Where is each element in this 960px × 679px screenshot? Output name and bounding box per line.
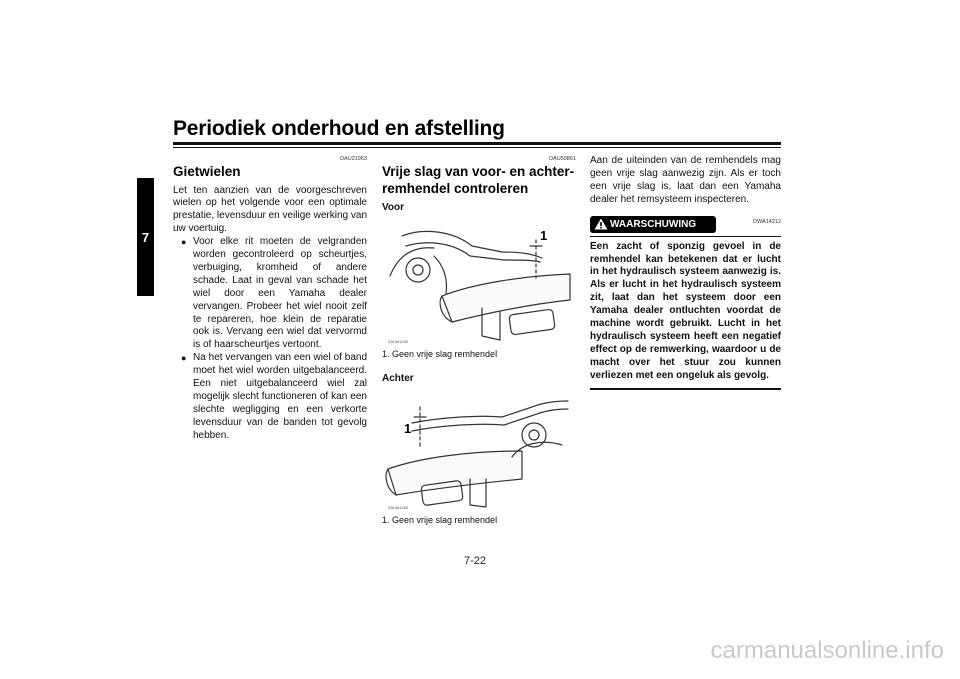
rear-callout: 1 [404, 421, 412, 436]
rear-lever-illustration [382, 387, 576, 512]
bullet-icon: ● [181, 353, 187, 364]
column-warning [590, 155, 781, 390]
list-item-text: Na het vervangen van een wiel of band moet het wiel worden uitgebalanceerd. Een niet uitgebalanceerd wiel zal mogelijk slecht functioneren of kan een slechte wegligging en een verkorte levensduur van de banden tot gevolg hebben. [193, 352, 367, 441]
section-code: DAU50861 [549, 156, 576, 162]
front-callout: 1 [540, 228, 548, 243]
warning-rule-top [590, 236, 781, 237]
figure-code: ZAUM1430 [388, 339, 409, 344]
warning-header [590, 215, 781, 235]
warning-icon [592, 218, 610, 230]
section-intro: Let ten aanzien van de voorgeschreven wielen op het volgende voor een optimale prestatie, levensduur en veilige werking van uw voertuig. [173, 184, 367, 235]
figure-caption: 1. Geen vrije slag remhendel [382, 349, 498, 359]
section-title: Vrije slag van voor- en achter-remhendel controleren [382, 164, 575, 196]
warning-badge [590, 216, 716, 233]
figure-code: ZAUM1450 [388, 505, 409, 510]
front-lever-drawing [382, 216, 576, 346]
warning-text: Een zacht of sponzig gevoel in de remhendel kan betekenen dat er lucht in het hydraulisch systeem aanwezig is. Als er lucht in het hydraulisch systeem zit, laat dan het systeem door een Yamaha dealer ontluchten voordat de machine wordt gebruikt. Lucht in het hydraulisch systeem heeft een negatief effect op de remwerking, waardoor u de macht over het stuur zou kunnen verliezen met een ongeluk als gevolg. [590, 240, 781, 381]
page-number: 7-22 [464, 555, 487, 567]
warning-code: DWA14212 [753, 218, 781, 225]
header-rule-thin [173, 147, 781, 148]
list-item [173, 236, 367, 352]
column-wheels [173, 155, 367, 443]
warning-rule-bottom [590, 388, 781, 390]
section-code: DAU21963 [340, 156, 367, 162]
chapter-tab [137, 178, 154, 296]
chapter-number: 7 [141, 229, 150, 245]
list-item-text: Voor elke rit moeten de velgranden worden gecontroleerd op scheurtjes, verbuiging, kromheid of andere schade. Laat in geval van schade het wiel door een Yamaha dealer vervangen. Probeer het wiel nooit zelf te repareren, hoe klein de reparatie ook is. Vervang een wiel dat vervormd is of haarscheurtjes vertoont. [193, 236, 367, 351]
page-title: Periodiek onderhoud en afstelling [173, 117, 505, 140]
figure-caption: 1. Geen vrije slag remhendel [382, 515, 498, 525]
section-title: Gietwielen [173, 164, 241, 179]
rear-lever-drawing [382, 387, 576, 512]
lever-play-text: Aan de uiteinden van de remhendels mag geen vrije slag aanwezig zijn. Als er toch een vrije slag is, laat dan een Yamaha dealer het remsysteem inspecteren. [590, 155, 781, 205]
front-lever-illustration [382, 216, 576, 346]
warning-label: WAARSCHUWING [610, 218, 697, 230]
subheading-front: Voor [382, 202, 405, 213]
bullet-icon: ● [181, 237, 187, 248]
list-item [173, 352, 367, 442]
column-brake-lever [382, 155, 576, 526]
watermark: carmanualsonline.info [710, 637, 944, 664]
header-rule [173, 142, 781, 145]
subheading-rear: Achter [382, 373, 414, 384]
